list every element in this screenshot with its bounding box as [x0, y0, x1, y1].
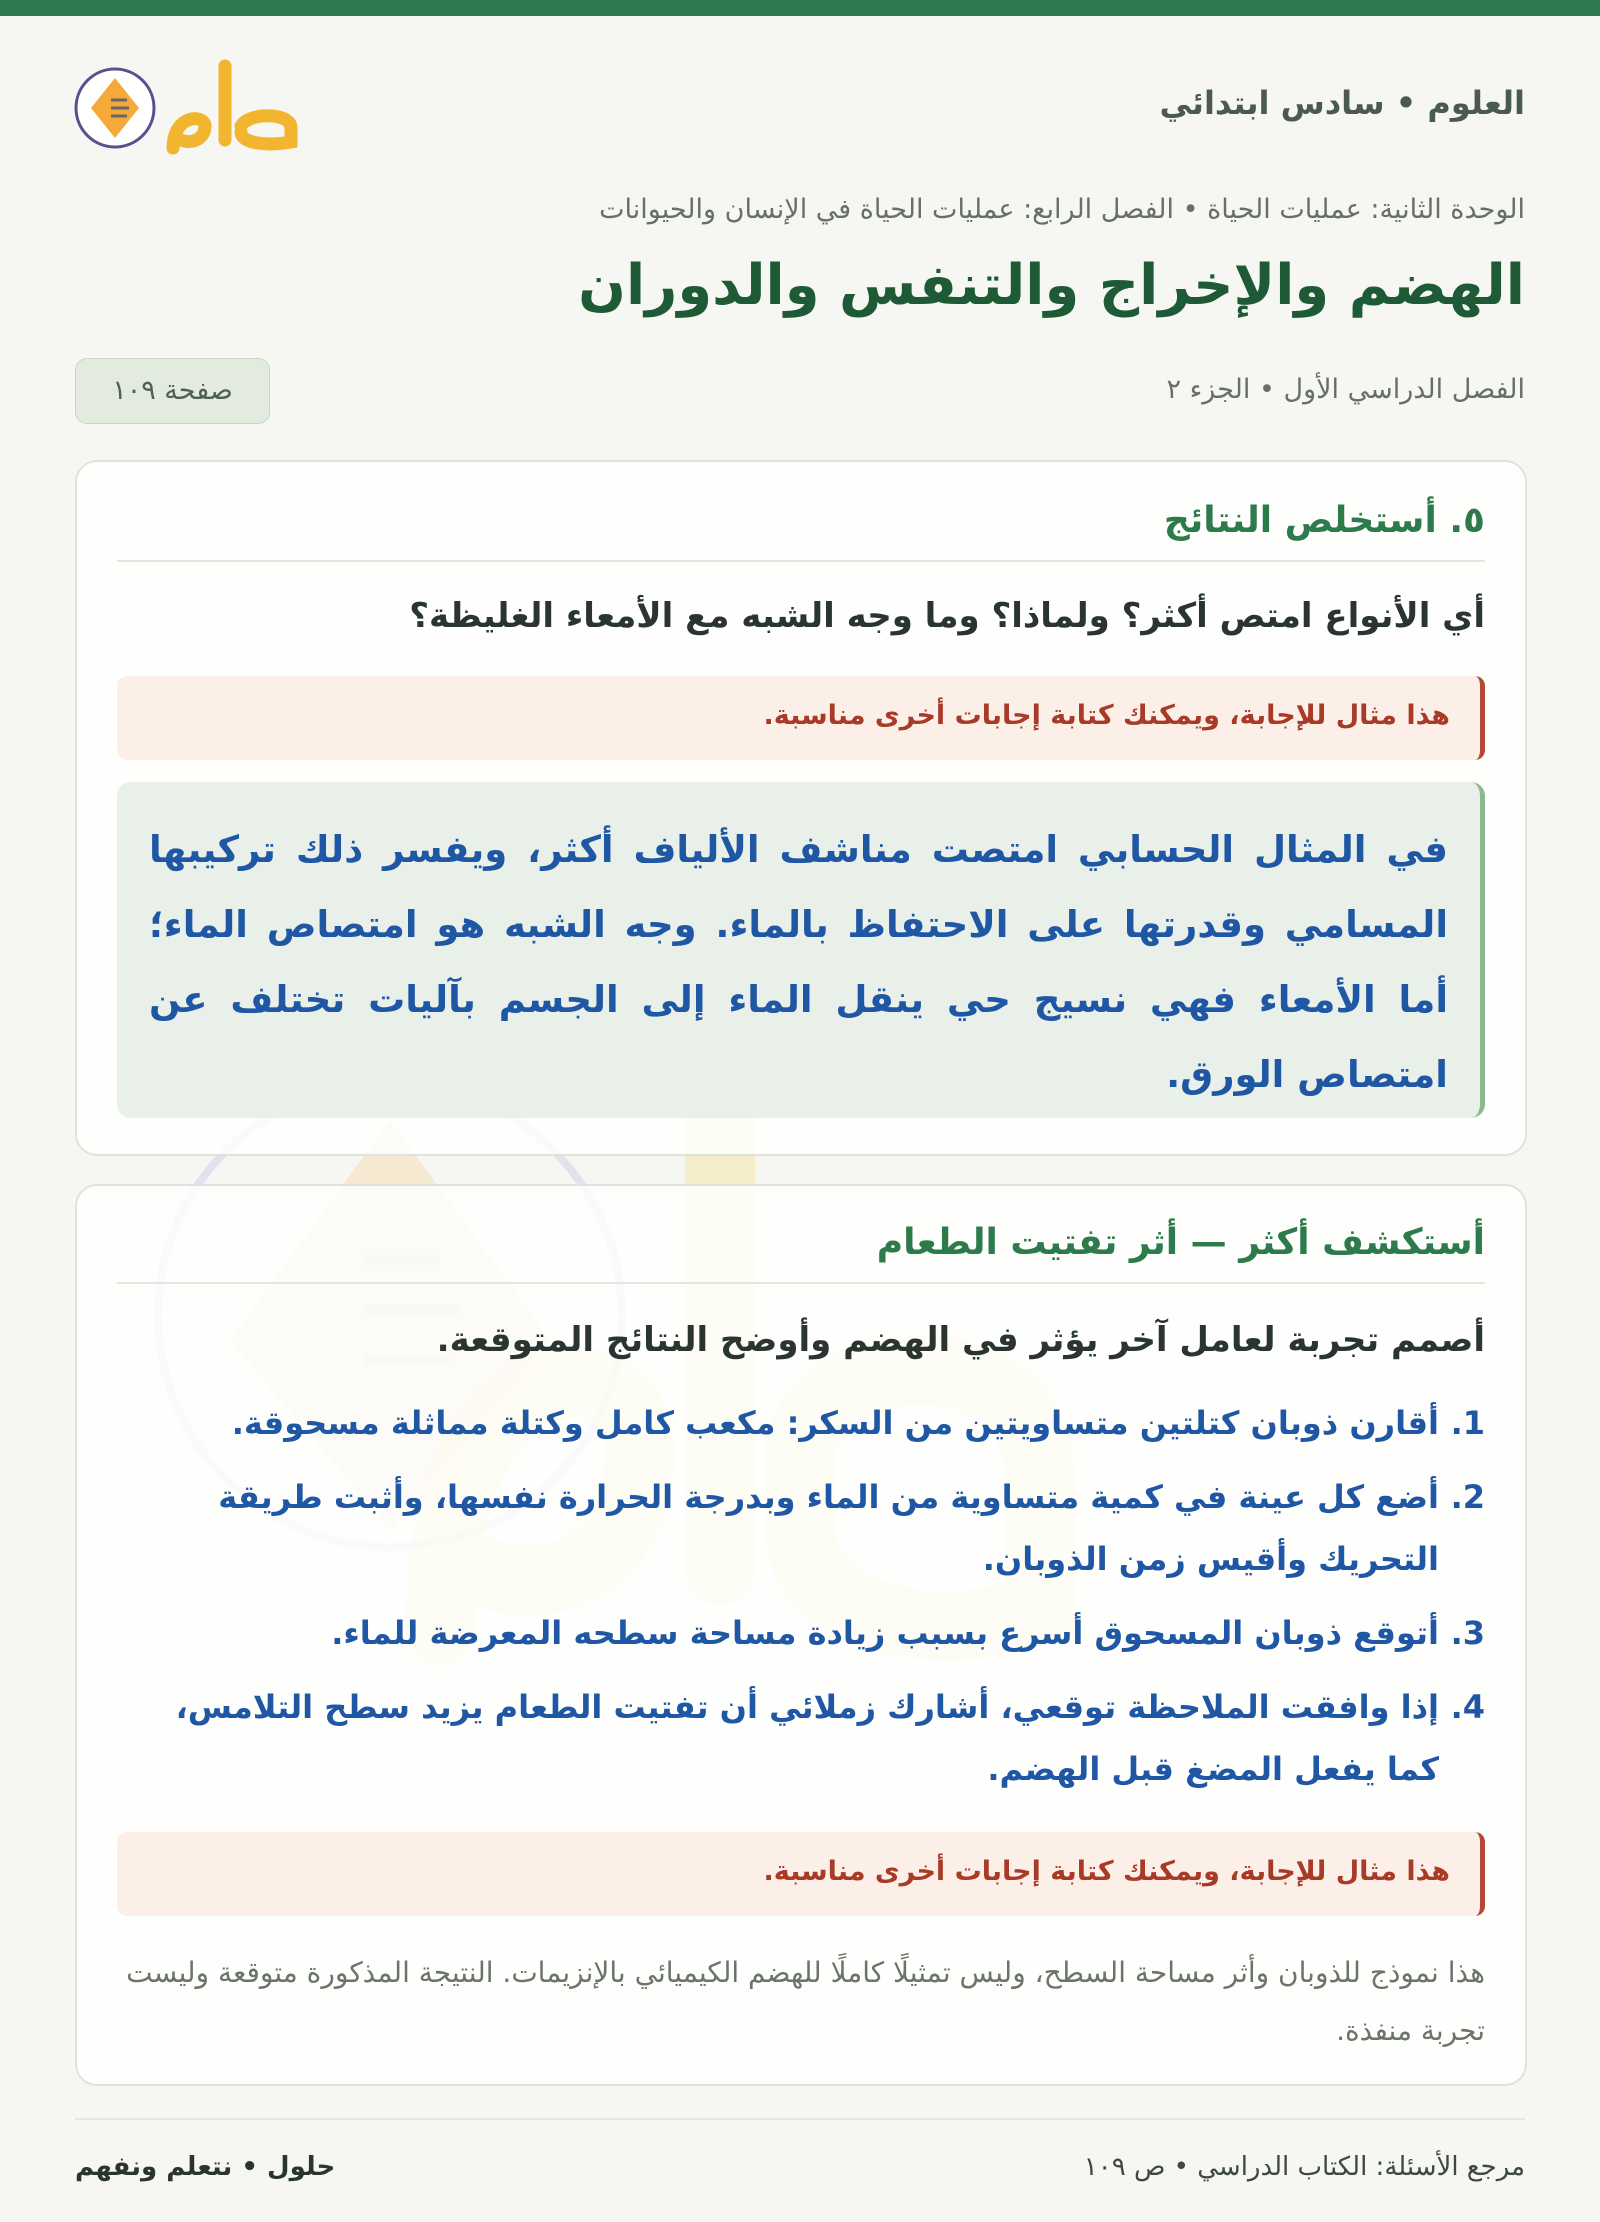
page-number-badge: صفحة ١٠٩: [75, 358, 270, 424]
step-text: أتوقع ذوبان المسحوق أسرع بسبب زيادة مساحة سطحه المعرضة للماء.: [331, 1614, 1439, 1652]
footer-reference: مرجع الأسئلة: الكتاب الدراسي • ص ١٠٩: [1083, 2152, 1525, 2182]
step-text: إذا وافقت الملاحظة توقعي، أشارك زملائي أن تفتيت الطعام يزيد سطح التلامس، كما يفعل المضغ قبل الهضم.: [175, 1688, 1439, 1788]
breadcrumb: الوحدة الثانية: عمليات الحياة • الفصل الرابع: عمليات الحياة في الإنسان والحيوانات: [599, 194, 1525, 225]
conclusions-card: [75, 460, 1527, 1156]
answer-note-text: هذا مثال للإجابة، ويمكنك كتابة إجابات أخرى مناسبة.: [763, 700, 1450, 731]
step-number: 1.: [1450, 1404, 1485, 1442]
answer-note: [117, 1832, 1485, 1916]
explore-more-card: [75, 1184, 1527, 2086]
logo-text: حلول: [280, 96, 283, 97]
term-part: الفصل الدراسي الأول • الجزء ٢: [1166, 374, 1525, 405]
card-title: أستكشف أكثر — أثر تفتيت الطعام: [876, 1222, 1485, 1263]
question-text: أصمم تجربة لعامل آخر يؤثر في الهضم وأوضح النتائج المتوقعة.: [436, 1320, 1485, 1360]
step-number: 2.: [1450, 1478, 1485, 1516]
answer-box: في المثال الحسابي امتصت مناشف الألياف أكثر، ويفسر ذلك تركيبها المسامي وقدرتها على الاحتفاظ بالماء. وجه الشبه هو امتصاص الماء؛ أما الأمعاء فهي نسيج حي ينقل الماء إلى الجسم بآليات تختلف عن امتصاص الورق.: [117, 782, 1485, 1118]
step-number: 3.: [1450, 1614, 1485, 1652]
divider: [117, 1282, 1485, 1284]
answer-note-text: هذا مثال للإجابة، ويمكنك كتابة إجابات أخرى مناسبة.: [763, 1856, 1450, 1887]
top-accent-bar: [0, 0, 1600, 16]
list-item: [117, 1466, 1485, 1590]
list-item: [117, 1676, 1485, 1800]
step-number: 4.: [1450, 1688, 1485, 1726]
footer-divider: [75, 2118, 1525, 2120]
footer-brand[interactable]: حلول • نتعلم ونفهم: [75, 2152, 336, 2182]
card-title: ٥. أستخلص النتائج: [1163, 500, 1485, 541]
list-item: [117, 1392, 1485, 1454]
question-text: أي الأنواع امتص أكثر؟ ولماذا؟ وما وجه الشبه مع الأمعاء الغليظة؟: [409, 596, 1485, 636]
disclaimer-text: هذا نموذج للذوبان وأثر مساحة السطح، وليس تمثيلًا كاملًا للهضم الكيميائي بالإنزيمات. النتيجة المذكورة متوقعة وليست تجربة منفذة.: [126, 1956, 1485, 2047]
step-text: أضع كل عينة في كمية متساوية من الماء وبدرجة الحرارة نفسها، وأثبت طريقة التحريك وأقيس زمن الذوبان.: [218, 1478, 1439, 1578]
list-item: [117, 1602, 1485, 1664]
steps-list: [117, 1392, 1485, 1812]
subject-grade: العلوم • سادس ابتدائي: [1159, 84, 1525, 122]
hulul-logo[interactable]: [73, 56, 333, 161]
step-text: أقارن ذوبان كتلتين متساويتين من السكر: مكعب كامل وكتلة مماثلة مسحوقة.: [231, 1404, 1439, 1442]
page-title: الهضم والإخراج والتنفس والدوران: [578, 253, 1525, 318]
answer-note: [117, 676, 1485, 760]
divider: [117, 560, 1485, 562]
